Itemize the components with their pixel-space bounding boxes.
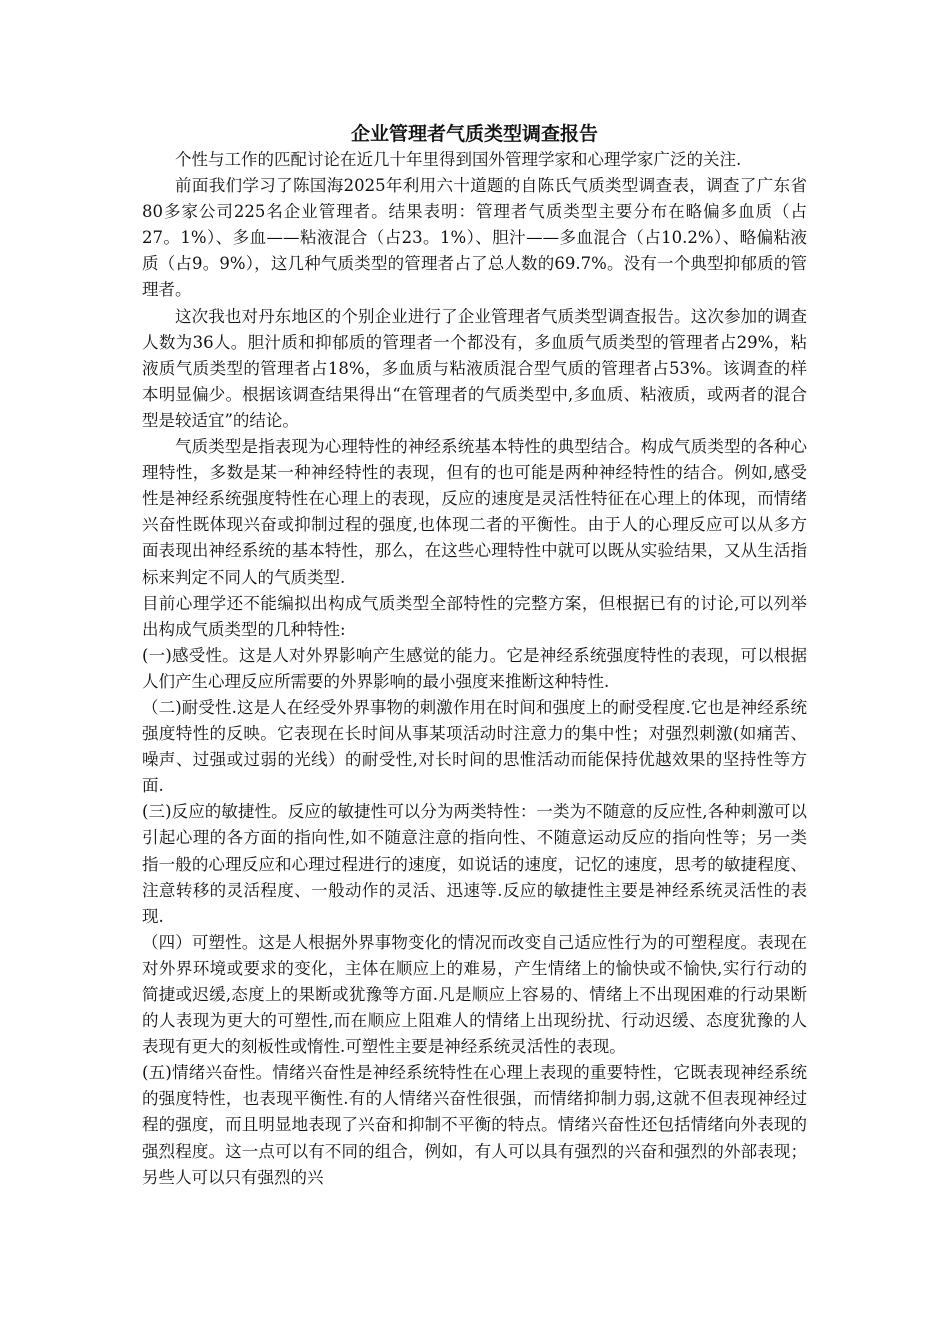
page-title: 企业管理者气质类型调查报告 bbox=[350, 123, 598, 145]
paragraph: 前面我们学习了陈国海2025年利用六十道题的自陈氏气质类型调查表，调查了广东省80多家公司225名企业管理者。结果表明：管理者气质类型主要分布在略偏多血质（占27。1%）、多血——粘液混合（占23。1%）、胆汁——多血混合（占10.2%）、略偏粘液质（占9。9%），这几种气质类型的管理者占了总人数的69.7%。没有一个典型抑郁质的管理者。 bbox=[142, 176, 807, 300]
paragraph: (一)感受性。这是人对外界影响产生感觉的能力。它是神经系统强度特性的表现，可以根据人们产生心理反应所需要的外界影响的最小强度来推断这种特性. bbox=[142, 645, 807, 691]
paragraph: 气质类型是指表现为心理特性的神经系统基本特性的典型结合。构成气质类型的各种心理特性，多数是某一种神经特性的表现，但有的也可能是两种神经特性的结合。例如,感受性是神经系统强度特性在心理上的表现，反应的速度是灵活性特征在心理上的体现，而情绪兴奋性既体现兴奋或抑制过程的强度,也体现二者的平衡性。由于人的心理反应可以从多方面表现出神经系统的基本特性，那么，在这些心理特性中就可以既从实验结果，又从生活指标来判定不同人的气质类型. bbox=[142, 437, 807, 587]
paragraph: (五)情绪兴奋性。情绪兴奋性是神经系统特性在心理上表现的重要特性，它既表现神经系统的强度特性，也表现平衡性.有的人情绪兴奋性很强，而情绪抑制力弱,这就不但表现神经过程的强度，而且明显地表现了兴奋和抑制不平衡的特点。情绪兴奋性还包括情绪向外表现的强烈程度。这一点可以有不同的组合，例如，有人可以具有强烈的兴奋和强烈的外部表现；另些人可以只有强烈的兴 bbox=[142, 1063, 807, 1187]
paragraph: 目前心理学还不能编拟出构成气质类型全部特性的完整方案，但根据已有的讨论,可以列举出构成气质类型的几种特性: bbox=[142, 593, 807, 639]
document-body bbox=[142, 121, 807, 1191]
paragraph: (三)反应的敏捷性。反应的敏捷性可以分为两类特性：一类为不随意的反应性,各种刺激可以引起心理的各方面的指向性,如不随意注意的指向性、不随意运动反应的指向性等；另一类指一般的心理反应和心理过程进行的速度，如说话的速度，记忆的速度，思考的敏捷程度、注意转移的灵活程度、一般动作的灵活、迅速等.反应的敏捷性主要是神经系统灵活性的表现. bbox=[142, 802, 807, 926]
paragraph: 个性与工作的匹配讨论在近几十年里得到国外管理学家和心理学家广泛的关注. bbox=[175, 150, 742, 169]
paragraph: （四）可塑性。这是人根据外界事物变化的情况而改变自己适应性行为的可塑程度。表现在对外界环境或要求的变化，主体在顺应上的难易，产生情绪上的愉快或不愉快,实行行动的简捷或迟缓,态度上的果断或犹豫等方面.凡是顺应上容易的、情绪上不出现困难的行动果断的人表现为更大的可塑性,而在顺应上阻难人的情绪上出现纷扰、行动迟缓、态度犹豫的人表现有更大的刻板性或惰性.可塑性主要是神经系统灵活性的表现。 bbox=[142, 932, 807, 1057]
paragraph-list bbox=[142, 147, 807, 1191]
paragraph: （二)耐受性.这是人在经受外界事物的刺激作用在时间和强度上的耐受程度.它也是神经系统强度特性的反映。它表现在长时间从事某项活动时注意力的集中性；对强烈刺激(如痛苦、噪声、过强或过弱的光线）的耐受性,对长时间的思惟活动而能保持优越效果的坚持性等方面. bbox=[142, 697, 807, 796]
paragraph: 这次我也对丹东地区的个别企业进行了企业管理者气质类型调查报告。这次参加的调查人数为36人。胆汁质和抑郁质的管理者一个都没有，多血质气质类型的管理者占29%，粘液质气质类型的管理者占18%，多血质与粘液质混合型气质的管理者占53%。该调查的样本明显偏少。根据该调查结果得出“在管理者的气质类型中,多血质、粘液质，或两者的混合型是较适宜”的结论。 bbox=[142, 306, 807, 430]
